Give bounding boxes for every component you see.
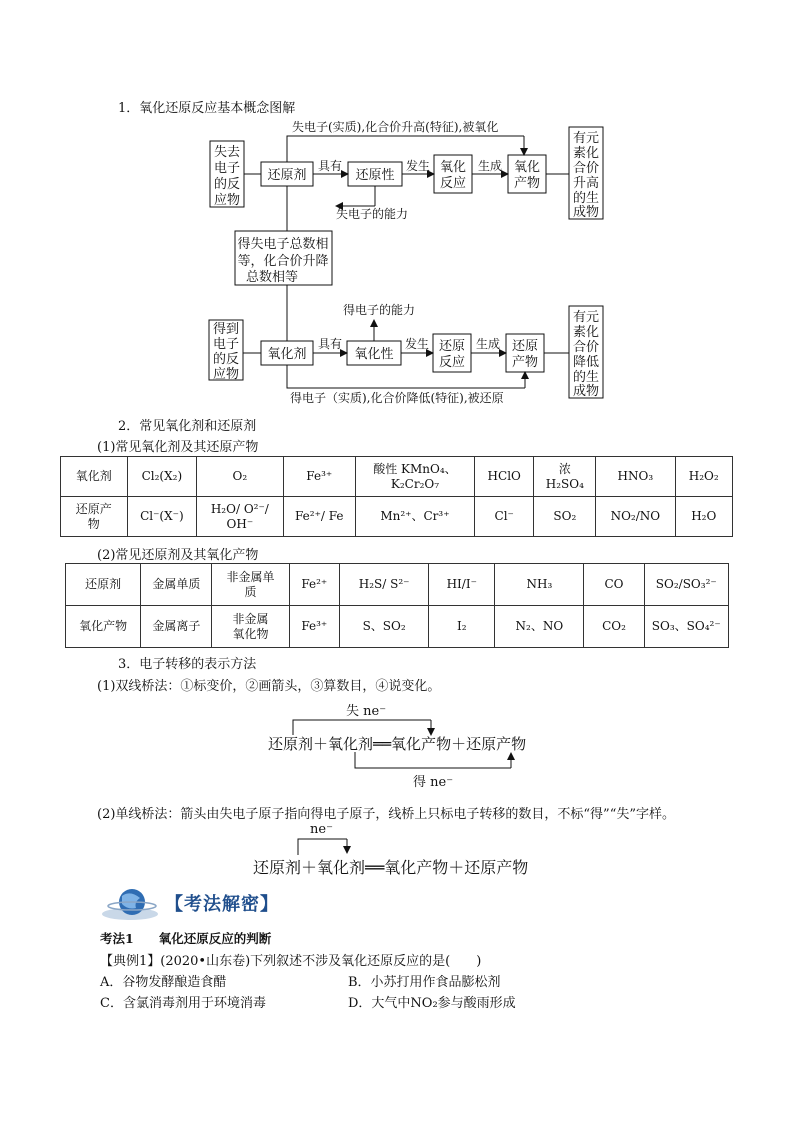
table2-caption: (2)常见还原剂及其氧化产物 [97, 548, 259, 563]
option-b: B．小苏打用作食品膨松剂 [348, 975, 501, 990]
left-bot-l2: 电子 [212, 337, 240, 352]
right-bot-l1: 有元 [572, 310, 600, 325]
oxidant-label: 氧化剂 [267, 347, 307, 362]
form-bot-label: 生成 [475, 337, 501, 351]
example-question: 【典例1】(2020•山东卷)下列叙述不涉及氧化还原反应的是( ) [100, 954, 482, 969]
right-bot-l3: 合价 [572, 340, 600, 355]
reductant-label: 还原剂 [267, 168, 307, 183]
option-d: D．大气中NO₂参与酸雨形成 [348, 996, 516, 1011]
oxidant-table [60, 456, 733, 537]
ox-reaction-l2: 反应 [439, 176, 467, 191]
reductant-table [65, 563, 729, 648]
cell: H₂O₂ [675, 457, 733, 497]
cell: 还原产 物 [61, 497, 128, 537]
right-top-l4: 升高 [572, 176, 600, 191]
cell: Fe³⁺ [283, 457, 355, 497]
oxidizability-label: 氧化性 [354, 347, 394, 362]
double-bridge-diagram [0, 690, 794, 800]
cell: HNO₃ [596, 457, 675, 497]
middle-l2: 等，化合价升降 [237, 254, 329, 269]
left-top-l4: 应物 [213, 193, 241, 208]
right-bot-l5: 的生 [572, 370, 600, 385]
method-title: 考法1 氧化还原反应的判断 [100, 931, 272, 946]
cell: HI/I⁻ [429, 564, 495, 606]
cell: Mn²⁺、Cr³⁺ [355, 497, 474, 537]
section3-title: 3．电子转移的表示方法 [118, 657, 257, 672]
cell: 氧化产物 [66, 606, 141, 648]
cell: Fe³⁺ [289, 606, 339, 648]
form-top-label: 生成 [477, 159, 503, 173]
bot-line-label: 得电子（实质),化合价降低(特征),被还原 [290, 391, 504, 405]
gain-ne-label: 得 ne⁻ [413, 775, 454, 790]
option-a: A．谷物发酵酿造食醋 [100, 975, 227, 990]
equation-1: 还原剂＋氧化剂══氧化产物＋还原产物 [268, 735, 527, 753]
cell: 还原剂 [66, 564, 141, 606]
cell: Cl⁻ [474, 497, 534, 537]
cell: 酸性 KMnO₄、 K₂Cr₂O₇ [355, 457, 474, 497]
left-bot-l1: 得到 [212, 322, 240, 337]
section2-title: 2．常见氧化剂和还原剂 [118, 419, 257, 434]
table1-caption: (1)常见氧化剂及其还原产物 [97, 440, 259, 455]
section-banner: 【考法解密】 [165, 894, 279, 915]
left-top-l3: 的反 [213, 177, 241, 192]
have-top-label: 具有 [317, 159, 343, 173]
cell: SO₂/SO₃²⁻ [644, 564, 729, 606]
cell: 氧化剂 [61, 457, 128, 497]
reducibility-label: 还原性 [355, 168, 395, 183]
cell: S、SO₂ [340, 606, 429, 648]
option-c: C．含氯消毒剂用于环境消毒 [100, 996, 266, 1011]
globe-icon [100, 884, 160, 924]
right-top-l5: 的生 [572, 191, 600, 206]
cell: SO₂ [534, 497, 596, 537]
gain-ability-label: 得电子的能力 [343, 303, 416, 317]
left-bot-l3: 的反 [212, 352, 240, 367]
cell: H₂O/ O²⁻/ OH⁻ [197, 497, 283, 537]
have-bot-label: 具有 [317, 337, 343, 351]
occur-bot-label: 发生 [404, 337, 430, 351]
ox-reaction-l1: 氧化 [439, 160, 467, 175]
middle-l3: 总数相等 [245, 270, 299, 285]
left-top-l2: 电子 [213, 161, 241, 176]
cell: HClO [474, 457, 534, 497]
top-line-label: 失电子(实质),化合价升高(特征),被氧化 [292, 120, 499, 134]
cell: SO₃、SO₄²⁻ [644, 606, 729, 648]
red-product-l2: 产物 [511, 355, 539, 370]
cell: 非金属单 质 [212, 564, 289, 606]
cell: 浓 H₂SO₄ [534, 457, 596, 497]
ne-label: ne⁻ [310, 822, 333, 837]
method1-text: (1)双线桥法：①标变价，②画箭头，③算数目，④说变化。 [97, 679, 441, 694]
cell: Fe²⁺/ Fe [283, 497, 355, 537]
right-top-l1: 有元 [572, 131, 600, 146]
method2-text: (2)单线桥法：箭头由失电子原子指向得电子原子，线桥上只标电子转移的数目，不标“得”“失”字样。 [97, 807, 675, 822]
cell: N₂、NO [495, 606, 584, 648]
middle-l1: 得失电子总数相 [237, 237, 329, 252]
right-bot-l4: 降低 [572, 355, 600, 370]
occur-top-label: 发生 [405, 159, 431, 173]
cell: CO₂ [584, 606, 644, 648]
cell: 金属离子 [141, 606, 212, 648]
equation-2: 还原剂＋氧化剂══氧化产物＋还原产物 [253, 858, 529, 877]
cell: CO [584, 564, 644, 606]
single-bridge-diagram [0, 815, 794, 880]
section1-title: 1．氧化还原反应基本概念图解 [118, 101, 296, 116]
right-bot-l2: 素化 [572, 325, 600, 340]
right-top-l3: 合价 [572, 161, 600, 176]
cell: H₂O [675, 497, 733, 537]
cell: O₂ [197, 457, 283, 497]
cell: I₂ [429, 606, 495, 648]
cell: Fe²⁺ [289, 564, 339, 606]
ox-product-l2: 产物 [513, 176, 541, 191]
cell: Cl₂(X₂) [127, 457, 197, 497]
cell: H₂S/ S²⁻ [340, 564, 429, 606]
left-bot-l4: 应物 [212, 367, 240, 382]
cell: 非金属 氧化物 [212, 606, 289, 648]
right-top-l2: 素化 [572, 146, 600, 161]
left-top-l1: 失去 [213, 145, 241, 160]
red-reaction-l2: 反应 [438, 355, 466, 370]
lose-ability-label: 失电子的能力 [336, 207, 409, 221]
ox-product-l1: 氧化 [513, 160, 541, 175]
lose-ne-label: 失 ne⁻ [346, 704, 387, 719]
red-product-l1: 还原 [511, 339, 539, 354]
right-top-l6: 成物 [572, 205, 600, 220]
cell: Cl⁻(X⁻) [127, 497, 197, 537]
right-bot-l6: 成物 [572, 384, 600, 399]
red-reaction-l1: 还原 [438, 339, 466, 354]
cell: NH₃ [495, 564, 584, 606]
concept-diagram [0, 0, 794, 420]
cell: 金属单质 [141, 564, 212, 606]
cell: NO₂/NO [596, 497, 675, 537]
